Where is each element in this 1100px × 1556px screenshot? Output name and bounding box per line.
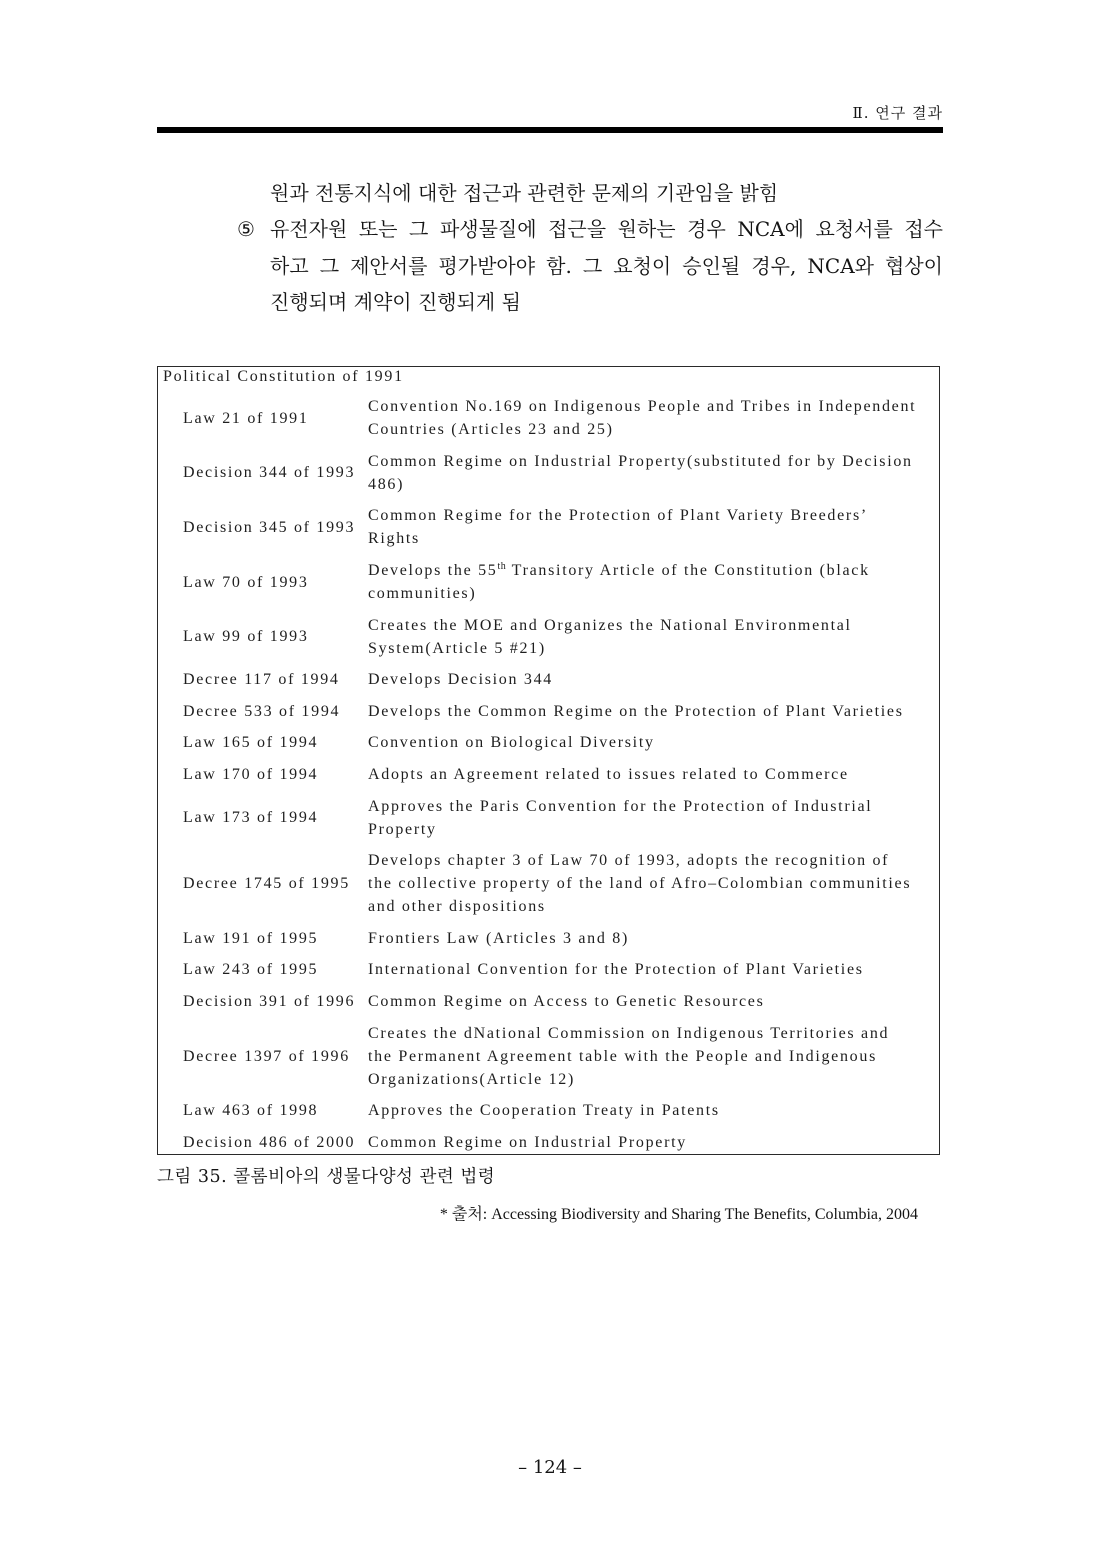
description-line: Adopts an Agreement related to issues related to Commerce [368,766,849,784]
list-marker: ⑤ [237,217,255,242]
table-row [183,790,939,845]
law-description [368,504,939,550]
table-row [183,923,939,955]
list-item-line [237,211,943,248]
law-description [368,668,939,691]
description-line: Common Regime on Industrial Property [368,1133,687,1151]
list-item-text: 진행되며 계약이 진행되게 됨 [270,290,521,315]
law-title: Law 70 of 1993 [183,573,309,591]
law-title: Law 173 of 1994 [183,809,319,827]
page-number: – 124 – [518,1457,582,1478]
superscript-text: th [497,561,507,573]
description-line [368,559,939,582]
table-row [183,986,939,1018]
list-item-text: 하고 그 제안서를 평가받아야 함. 그 요청이 승인될 경우, NCA와 협상이 [270,253,943,278]
description-segment: Transitory Article of the Constitution (black [506,562,870,580]
law-title: Law 191 of 1995 [183,929,319,947]
table-row [183,1095,939,1127]
description-line: Common Regime for the Protection of Plant Variety Breeders’ [368,507,868,525]
description-line: Frontiers Law (Articles 3 and 8) [368,929,630,947]
law-description [368,1131,939,1154]
law-description [368,849,939,918]
law-title: Law 99 of 1993 [183,628,309,646]
table-row [183,391,939,446]
law-title: Law 463 of 1998 [183,1102,319,1120]
description-line: Approves the Paris Convention for the Protection of Industrial [368,797,873,815]
table-row [183,555,939,610]
table-row [183,609,939,664]
law-description [368,395,939,441]
description-line: Develops the Common Regime on the Protection of Plant Varieties [368,702,904,720]
description-line: Property [368,820,437,838]
description-line: communities) [368,585,477,603]
law-description [368,1022,939,1091]
table-row [183,954,939,986]
table-row [183,727,939,759]
figure-caption: 그림 35. 콜롬비아의 생물다양성 관련 법령 [157,1167,496,1187]
law-title: Decree 1397 of 1996 [183,1047,350,1065]
description-line: International Convention for the Protection of Plant Varieties [368,961,864,979]
law-description [368,763,939,786]
table-row [183,845,939,923]
law-title: Decision 344 of 1993 [183,464,356,482]
table-heading: Political Constitution of 1991 [163,368,404,385]
description-line: and other dispositions [368,898,546,916]
description-line: Countries (Articles 23 and 25) [368,421,614,439]
description-line: 486) [368,475,405,493]
header-rule [157,127,943,133]
description-line: System(Article 5 #21) [368,639,546,657]
description-line: Convention on Biological Diversity [368,734,655,752]
description-line: Develops chapter 3 of Law 70 of 1993, adopts the recognition of [368,852,890,870]
description-segment: Develops the 55 [368,562,498,580]
description-line: Convention No.169 on Indigenous People and Tribes in Independent [368,398,917,416]
description-line: Creates the MOE and Organizes the National Environmental [368,616,852,634]
law-title: Decision 391 of 1996 [183,993,356,1011]
law-description [368,795,939,841]
description-line: Creates the dNational Commission on Indigenous Territories and [368,1024,890,1042]
table-row [183,446,939,501]
running-head: Ⅱ. 연구 결과 [852,104,943,122]
law-description [368,450,939,496]
law-title: Law 243 of 1995 [183,961,319,979]
law-title: Decree 117 of 1994 [183,671,340,689]
table-row [183,500,939,555]
law-description [368,731,939,754]
law-description [368,990,939,1013]
description-line: Rights [368,530,420,548]
law-title: Law 165 of 1994 [183,734,319,752]
description-line: Develops Decision 344 [368,671,554,689]
list-item-text: 유전자원 또는 그 파생물질에 접근을 원하는 경우 NCA에 요청서를 접수 [270,217,943,242]
body-line: 원과 전통지식에 대한 접근과 관련한 문제의 기관임을 밝힘 [270,180,779,205]
law-title: Decree 1745 of 1995 [183,875,350,893]
law-title: Law 21 of 1991 [183,409,309,427]
description-line: Approves the Cooperation Treaty in Patents [368,1102,720,1120]
body-line [270,284,943,321]
description-line: Organizations(Article 12) [368,1070,576,1088]
law-description [368,1099,939,1122]
description-line: the Permanent Agreement table with the People and Indigenous [368,1047,877,1065]
law-title: Decision 486 of 2000 [183,1133,356,1151]
description-line: Common Regime on Access to Genetic Resources [368,993,765,1011]
law-table [157,366,940,1155]
body-line [270,248,943,285]
table-row [183,664,939,696]
law-title: Decision 345 of 1993 [183,518,356,536]
figure-source: * 출처: Accessing Biodiversity and Sharing The Benefits, Columbia, 2004 [439,1206,918,1223]
description-line: Common Regime on Industrial Property(substituted for by Decision [368,452,913,470]
table-row [183,1017,939,1095]
law-description [368,927,939,950]
law-description [368,614,939,660]
table-row [183,1127,939,1154]
body-paragraph [237,175,943,321]
law-title: Decree 533 of 1994 [183,702,341,720]
description-line: the collective property of the land of Afro–Colombian communities [368,875,912,893]
law-description [368,958,939,981]
table-row [183,696,939,728]
law-title: Law 170 of 1994 [183,766,319,784]
law-description [368,700,939,723]
law-description [368,559,939,605]
table-row [183,759,939,791]
